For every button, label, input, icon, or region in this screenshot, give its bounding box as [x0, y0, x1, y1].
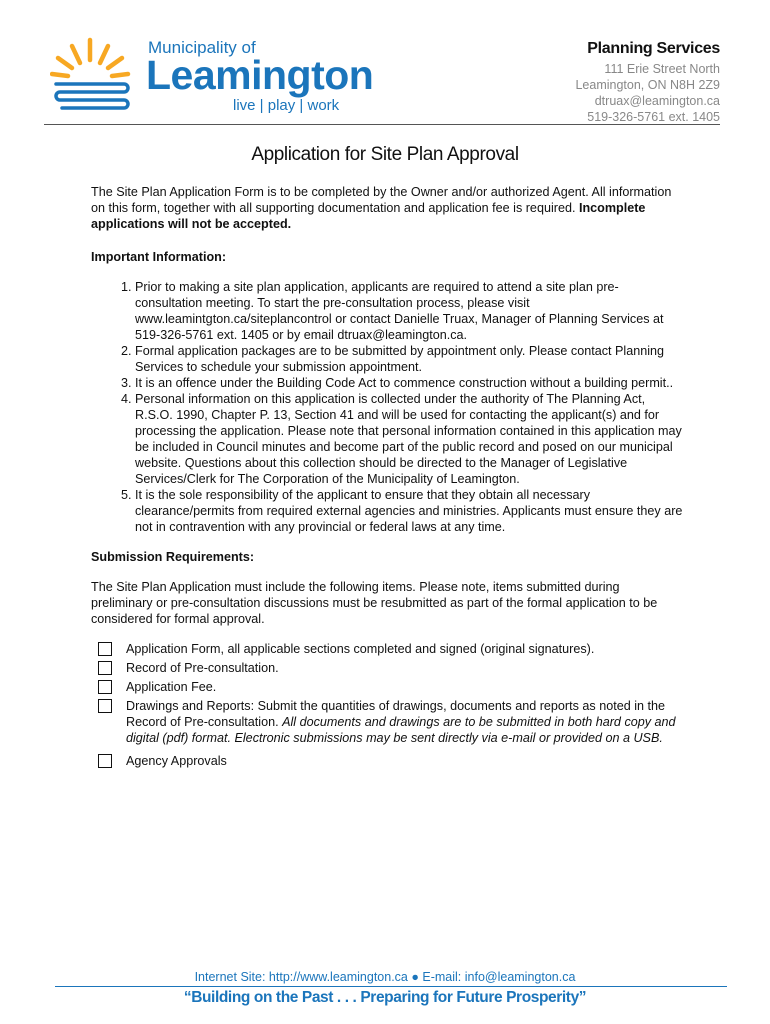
checklist-item [91, 641, 683, 657]
municipality-logo [50, 34, 374, 118]
important-heading: Important Information: [91, 250, 227, 264]
list-item: 5. It is the sole responsibility of the applicant to ensure that they obtain all necessary clearance/permits from required external agencies and ministries. Applicants must ensure they are not in contravention with any provincial or federal laws at any time. [135, 487, 683, 535]
checkbox[interactable] [98, 680, 112, 694]
footer-site-line: Internet Site: http://www.leamington.ca ● E-mail: info@leamington.ca [194, 970, 576, 984]
document-body [91, 184, 683, 772]
checklist-label: Agency Approvals [126, 754, 227, 768]
list-item: 4. Personal information on this application is collected under the authority of The Planning Act, R.S.O. 1990, Chapter P. 13, Section 41 and will be used for contacting the applicant(s) and for processing the application. Please note that personal information contained in this application may be included in Council minutes and become part of the public record and posed on our municipal website. Questions about this collection should be directed to the Manager of Legislative Services/Clerk for The Corporation of the Municipality of Leamington. [135, 391, 683, 487]
checklist-item [91, 698, 683, 746]
footer-motto: “Building on the Past . . . Preparing for Future Prosperity” [183, 989, 587, 1006]
intro-bold: Incomplete applications will not be accepted. [91, 201, 646, 231]
header-contact [575, 40, 720, 125]
address-line1: 111 Erie Street North [604, 62, 720, 76]
list-item: 2. Formal application packages are to be submitted by appointment only. Please contact Planning Services to schedule your submission appointment. [135, 343, 683, 375]
logo-line2: Leamington [146, 52, 374, 98]
submission-checklist [91, 641, 683, 769]
checklist-item [91, 679, 683, 695]
logo-tagline: live | play | work [233, 97, 340, 114]
checkbox[interactable] [98, 661, 112, 675]
important-list [91, 279, 683, 535]
checklist-item [91, 753, 683, 769]
submission-heading: Submission Requirements: [91, 550, 255, 564]
checkbox[interactable] [98, 699, 112, 713]
sun-water-logo-icon [50, 34, 146, 118]
logo-line1: Municipality of [148, 38, 256, 57]
header-email: dtruax@leamington.ca [594, 94, 720, 108]
footer-divider [55, 986, 727, 987]
checkbox[interactable] [98, 642, 112, 656]
checklist-label: Application Fee. [126, 680, 217, 694]
intro-paragraph [91, 184, 683, 232]
list-item: 3. It is an offence under the Building Code Act to commence construction without a building permit.. [135, 375, 683, 391]
checklist-label: Record of Pre-consultation. [126, 661, 279, 675]
intro-text: The Site Plan Application Form is to be completed by the Owner and/or authorized Agent. All information on this form, together with all supporting documentation and application fee is required. [91, 185, 672, 215]
checklist-label: Application Form, all applicable sections completed and signed (original signatures). [126, 642, 595, 656]
header-divider [44, 124, 720, 125]
department-name: Planning Services [587, 40, 720, 57]
checklist-label: Drawings and Reports: Submit the quantities of drawings, documents and reports as noted in the Record of Pre-consultation. [126, 699, 666, 729]
address-line2: Leamington, ON N8H 2Z9 [575, 78, 720, 92]
page-title: Application for Site Plan Approval [251, 144, 519, 165]
checkbox[interactable] [98, 754, 112, 768]
submission-intro: The Site Plan Application must include the following items. Please note, items submitted during preliminary or pre-consultation discussions must be resubmitted as part of the formal application to be considered for formal approval. [91, 580, 658, 626]
checklist-italic-note: All documents and drawings are to be submitted in both hard copy and digital (pdf) format. Electronic submissions may be sent directly via e-mail or provided on a USB. [126, 715, 676, 745]
list-item: 1. Prior to making a site plan application, applicants are required to attend a site plan pre-consultation meeting. To start the pre-consultation process, please visit www.leamintgton.ca/siteplancontrol or contact Danielle Truax, Manager of Planning Services at 519-326-5761 ext. 1405 or by email dtruax@leamington.ca. [135, 279, 683, 343]
checklist-item [91, 660, 683, 676]
header-phone: 519-326-5761 ext. 1405 [587, 110, 720, 124]
